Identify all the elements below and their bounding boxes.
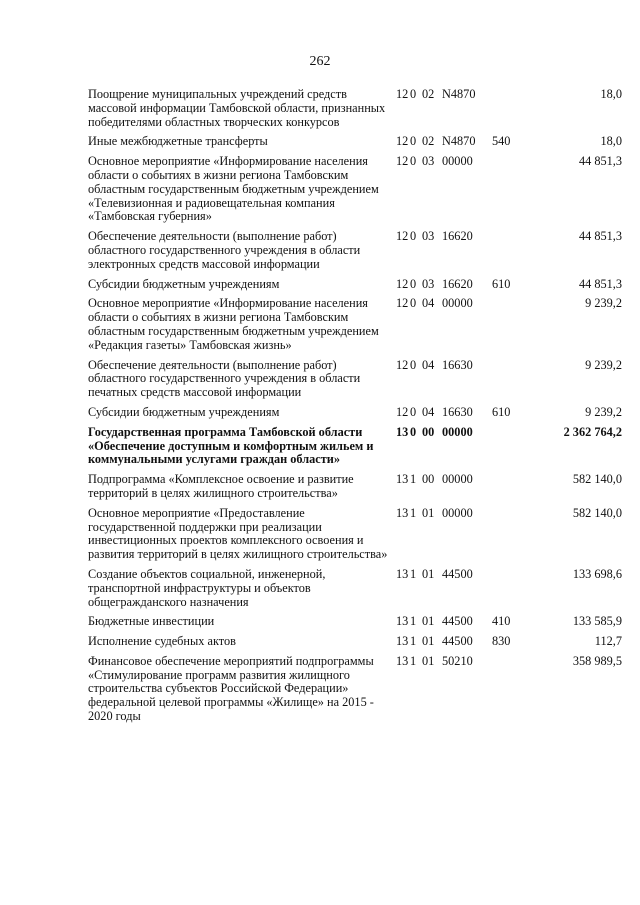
code-subprogram: 1 [410,634,417,649]
code-event: 03 [422,154,435,169]
expense-type [486,88,532,135]
row-sum: 133 585,9 [572,614,622,629]
code-direction: 16620 [442,276,473,291]
row-name: Бюджетные инвестиции [88,614,215,629]
row-name: Иные межбюджетные трансферты [88,134,268,149]
code-subprogram: 0 [410,357,417,372]
row-name: Создание объектов социальной, инженерной, транспортной инфраструктуры и объектов общегражданского назначения [88,566,326,609]
code-section: 13 [396,653,409,668]
code-event: 01 [422,634,435,649]
row-name: Обеспечение деятельности (выполнение работ) областного государственного учреждения в области печатных средств массовой информации [88,357,361,400]
expense-type [486,507,532,568]
code-direction: 00000 [442,505,473,520]
code-section: 13 [396,614,409,629]
row-name: Основное мероприятие «Предоставление государственной поддержки при реализации инвестиционных проектов комплексного освоения и развития территорий в целях жилищного строительства» [88,505,388,562]
expense-type [486,155,532,230]
row-sum: 358 989,5 [572,653,622,668]
code-section: 12 [396,229,409,244]
table-row [88,473,622,507]
code-direction: 44500 [442,634,473,649]
page-number: 262 [309,54,331,69]
row-sum: 44 851,3 [578,229,622,244]
expense-type [486,359,532,406]
table-row [88,359,622,406]
code-subprogram: 0 [410,134,417,149]
row-name: Субсидии бюджетным учреждениям [88,404,280,419]
code-section: 12 [396,404,409,419]
expense-type: 410 [492,614,511,629]
row-sum: 582 140,0 [572,472,622,487]
code-subprogram: 0 [410,424,417,439]
expense-type [486,297,532,358]
code-event: 02 [422,87,435,101]
code-subprogram: 0 [410,404,417,419]
code-subprogram: 1 [410,505,417,520]
code-direction: 00000 [442,296,473,311]
code-subprogram: 0 [410,296,417,311]
row-sum: 18,0 [600,87,622,101]
code-event: 01 [422,653,435,668]
code-event: 00 [422,424,435,439]
row-sum: 18,0 [600,134,622,149]
code-subprogram: 0 [410,276,417,291]
row-name: Субсидии бюджетным учреждениям [88,276,280,291]
row-name: Финансовое обеспечение мероприятий подпрограммы «Стимулирование программ развития жилищного строительства субъектов Российской Федерации» федеральной целевой программы «Жилище» на 2015 - 2020 годы [88,653,374,724]
code-section: 13 [396,505,409,520]
table-row [88,297,622,358]
code-direction: 50210 [442,653,473,668]
row-name: Основное мероприятие «Информирование населения области о событиях в жизни региона Тамбовским областным государственным бюджетным учреждением «Редакция газеты» Тамбовская жизнь» [88,296,379,352]
code-event: 02 [422,134,435,149]
code-subprogram: 0 [410,154,417,169]
table-row [88,615,622,635]
row-name: Подпрограмма «Комплексное освоение и развитие территорий в целях жилищного строительства» [88,472,354,500]
table-row [88,155,622,230]
table-row [88,426,622,473]
code-direction: 00000 [442,424,473,439]
table-row [88,88,622,135]
row-sum: 9 239,2 [585,296,622,311]
row-name: Обеспечение деятельности (выполнение работ) областного государственного учреждения в области электронных средств массовой информации [88,229,361,271]
expense-type [486,426,532,473]
code-section: 13 [396,634,409,649]
code-direction: 16630 [442,357,473,372]
table-row [88,135,622,155]
code-direction: N4870 [442,87,476,101]
code-direction: 00000 [442,472,473,487]
code-event: 04 [422,404,435,419]
code-subprogram: 0 [410,87,417,101]
code-event: 01 [422,614,435,629]
table-row [88,655,622,730]
code-direction: 16620 [442,229,473,244]
code-direction: 16630 [442,404,473,419]
row-name: Исполнение судебных актов [88,634,236,649]
expense-type: 830 [492,634,511,649]
row-name: Поощрение муниципальных учреждений средств массовой информации Тамбовской области, признанных победителями областных творческих конкурсов [88,87,386,129]
code-direction: 44500 [442,566,473,581]
row-sum: 44 851,3 [578,276,622,291]
code-event: 00 [422,472,435,487]
code-event: 04 [422,296,435,311]
expense-type [486,473,532,507]
code-event: 01 [422,505,435,520]
row-sum: 582 140,0 [572,505,622,520]
row-sum: 2 362 764,2 [563,424,622,439]
code-event: 01 [422,566,435,581]
code-subprogram: 1 [410,653,417,668]
row-sum: 9 239,2 [585,357,622,372]
code-event: 03 [422,229,435,244]
code-section: 12 [396,296,409,311]
code-subprogram: 1 [410,614,417,629]
expense-type [486,230,532,277]
expense-type: 610 [492,276,511,291]
row-sum: 44 851,3 [578,154,622,169]
code-direction: 44500 [442,614,473,629]
code-event: 04 [422,357,435,372]
table-row [88,568,622,615]
row-sum: 9 239,2 [585,404,622,419]
table-row [88,278,622,298]
budget-table-body [88,88,622,730]
table-row [88,507,622,568]
code-section: 13 [396,472,409,487]
code-subprogram: 0 [410,229,417,244]
table-row [88,635,622,655]
code-section: 12 [396,154,409,169]
code-direction: N4870 [442,134,476,149]
expense-type: 540 [492,134,511,149]
code-event: 03 [422,276,435,291]
row-sum: 133 698,6 [572,566,622,581]
row-sum: 112,7 [594,634,622,649]
table-row [88,406,622,426]
expense-type: 610 [492,404,511,419]
code-section: 12 [396,357,409,372]
code-subprogram: 1 [410,566,417,581]
row-name: Государственная программа Тамбовской области «Обеспечение доступным и комфортным жильем и коммунальными услугами граждан области» [88,424,374,467]
table-row [88,230,622,277]
code-section: 12 [396,134,409,149]
code-section: 12 [396,87,409,101]
code-subprogram: 1 [410,472,417,487]
expense-type [486,655,532,730]
budget-table [88,88,622,730]
code-direction: 00000 [442,154,473,169]
expense-type [486,568,532,615]
row-name: Основное мероприятие «Информирование населения области о событиях в жизни региона Тамбовским областным государственным бюджетным учреждением «Телевизионная и радиовещательная компания «Тамбовская губерния» [88,154,379,224]
code-section: 13 [396,424,409,439]
code-section: 13 [396,566,409,581]
code-section: 12 [396,276,409,291]
